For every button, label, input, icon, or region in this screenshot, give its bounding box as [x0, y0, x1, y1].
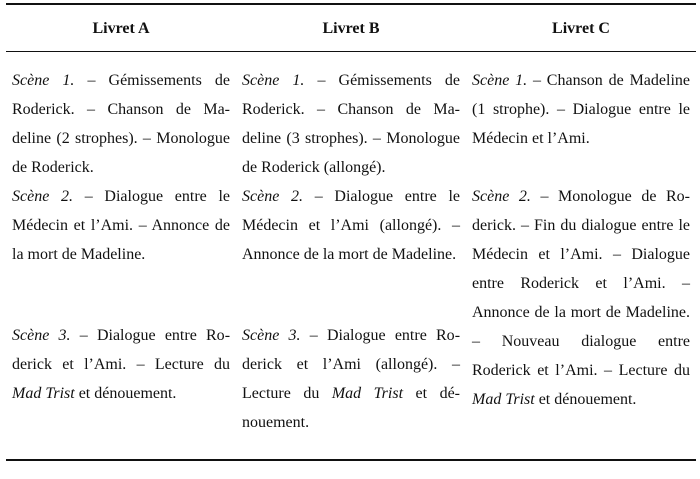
header-livret-b: Livret B	[322, 19, 380, 37]
cell-text-tail: et dénouement.	[534, 391, 637, 408]
work-title-mad-trist: Mad Trist	[472, 391, 535, 408]
work-title-mad-trist: Mad Trist	[12, 385, 75, 402]
cell-text: – Chanson de Madeline (1 strophe). – Dialogue entre le Médecin et l’Ami.	[472, 72, 690, 147]
table-row-scene-2	[6, 182, 696, 321]
cell-b-scene-2	[236, 182, 466, 321]
header-livret-a: Livret A	[92, 19, 150, 37]
scene-label: Scène 3.	[12, 327, 71, 344]
header-livret-c: Livret C	[552, 19, 610, 37]
scene-label: Scène 1.	[472, 72, 528, 89]
cell-b-scene-3	[236, 321, 466, 460]
scene-label: Scène 2.	[242, 188, 304, 205]
table-row-scene-1	[6, 52, 696, 183]
cell-a-scene-2	[6, 182, 236, 321]
cell-c-scene-1	[466, 52, 696, 183]
scene-label: Scène 1.	[242, 72, 305, 89]
header-row	[6, 4, 696, 52]
scene-label: Scène 2.	[12, 188, 74, 205]
cell-text: – Dialogue entre Roderick et l’Ami. – Lecture du	[12, 327, 231, 373]
scene-label: Scène 3.	[242, 327, 301, 344]
cell-text: – Dialogue entre le Médecin et l’Ami (allongé). – Annonce de la mort de Madeline.	[242, 188, 460, 263]
cell-text: – Gémissements de Roderick. – Chanson de Madeline (2 strophes). – Monologue de Roderick.	[12, 72, 230, 176]
scene-label: Scène 2.	[472, 188, 531, 205]
cell-a-scene-1	[6, 52, 236, 183]
cell-text-tail: et dénouement.	[74, 385, 177, 402]
cell-text: – Dialogue entre le Médecin et l’Ami. – Annonce de la mort de Madeline.	[12, 188, 230, 263]
work-title-mad-trist: Mad Trist	[331, 385, 404, 402]
cell-a-scene-3	[6, 321, 236, 460]
cell-c-scene-2	[466, 182, 696, 460]
cell-text: – Gémissements de Roderick. – Chanson de Madeline (3 strophes). – Monologue de Roderick (allongé).	[242, 72, 460, 176]
cell-text: – Dialogue entre Roderick et l’Ami (allongé). – Lecture du	[242, 327, 461, 402]
cell-text: – Monologue de Roderick. – Fin du dialogue entre le Médecin et l’Ami. – Dialogue entre Roderick et l’Ami. – Annonce de la mort de Madeline. – Nouveau dialogue entre Roderick et l’Ami. – Lecture du	[472, 188, 690, 379]
scene-label: Scène 1.	[12, 72, 75, 89]
livret-comparison-table	[6, 3, 696, 461]
cell-b-scene-1	[236, 52, 466, 183]
cell-text-tail: et dénouement.	[242, 385, 460, 431]
